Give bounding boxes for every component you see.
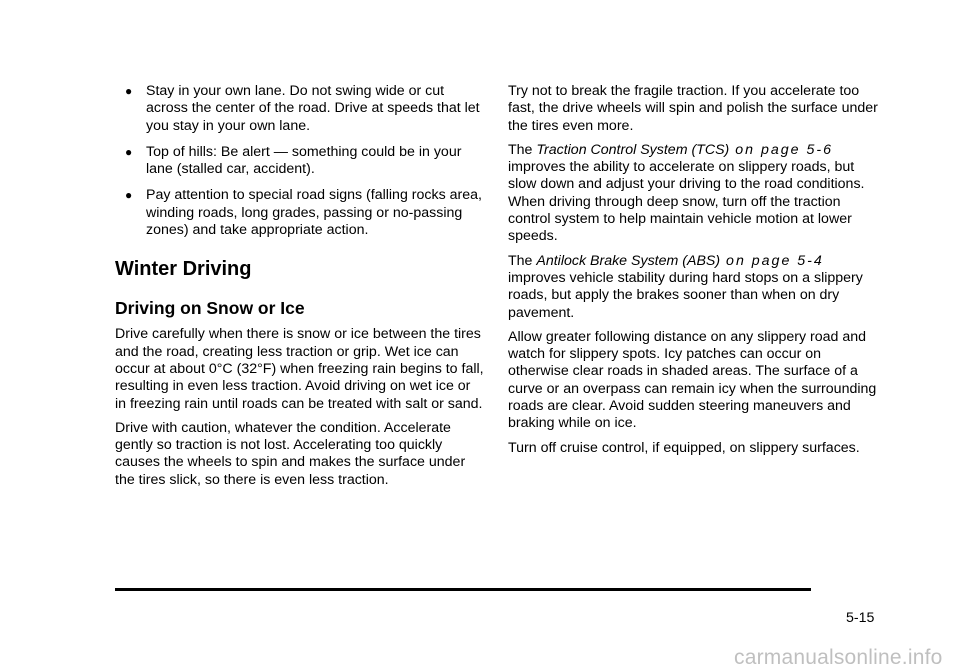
bullet-text: Top of hills: Be alert — something could be in your lane (stalled car, accident).	[146, 143, 462, 178]
paragraph-snow-ice: Drive carefully when there is snow or ice between the tires and the road, creating less traction or grip. Wet ice can occur at about 0°C (32°F) when freezing rain begins to fall, resulting in even less traction. Avoid driving on wet ice or in freezing rain until roads can be treated with salt or sand.	[115, 326, 484, 412]
bullet-item-hills	[115, 144, 485, 179]
tcs-page-ref[interactable]: on page 5-6	[729, 141, 833, 158]
watermark: carmanualsonline.info	[734, 646, 943, 669]
paragraph-tcs	[508, 142, 883, 246]
bullet-item-signs	[115, 187, 485, 239]
bullet-text: Pay attention to special road signs (falling rocks area, winding roads, long grades, passing or no-passing zones) and take appropriate action.	[146, 187, 482, 239]
paragraph-following-distance: Allow greater following distance on any slippery road and watch for slippery spots. Icy patches can occur on otherwise clear roads in shaded areas. The surface of a curve or an overpass can remain icy when the surrounding roads are clear. Avoid sudden steering maneuvers and braking while on ice.	[508, 328, 877, 432]
bullet-icon: ●	[125, 188, 133, 203]
right-column	[508, 83, 883, 464]
page-number: 5-15	[846, 610, 875, 626]
section-heading: Winter Driving	[115, 258, 252, 281]
paragraph-body: improves vehicle stability during hard stops on a slippery roads, but apply the brakes sooner than when on dry pavement.	[508, 269, 863, 321]
bullet-text: Stay in your own lane. Do not swing wide or cut across the center of the road. Drive at speeds that let you stay in your own lane.	[146, 83, 480, 134]
paragraph-body: improves the ability to accelerate on slippery roads, but slow down and adjust your driving to the road conditions. When driving through deep snow, turn off the traction control system to help maintain vehicle motion at lower speeds.	[508, 159, 865, 245]
abs-xref-link[interactable]: Antilock Brake System (ABS)	[536, 252, 721, 269]
paragraph-caution: Drive with caution, whatever the condition. Accelerate gently so traction is not lost. Accelerating too quickly causes the wheels to spin and makes the surface under the tires slick, so there is even less traction.	[115, 419, 466, 488]
footer-rule	[115, 588, 811, 591]
bullet-icon: ●	[125, 84, 133, 98]
subsection-heading: Driving on Snow or Ice	[115, 298, 305, 319]
abs-page-ref[interactable]: on page 5-4	[720, 252, 824, 269]
bullet-icon: ●	[125, 144, 133, 159]
paragraph-fragile-traction: Try not to break the fragile traction. If you accelerate too fast, the drive wheels will spin and polish the surface under the tires even more.	[508, 83, 878, 134]
left-column	[115, 83, 485, 496]
paragraph-lead: The	[508, 141, 537, 158]
paragraph-cruise-control: Turn off cruise control, if equipped, on slippery surfaces.	[508, 439, 860, 456]
bullet-list	[115, 83, 485, 239]
paragraph-abs	[508, 253, 883, 322]
tcs-xref-link[interactable]: Traction Control System (TCS)	[536, 141, 730, 158]
bullet-item-lane	[115, 83, 485, 135]
paragraph-lead: The	[508, 252, 537, 269]
